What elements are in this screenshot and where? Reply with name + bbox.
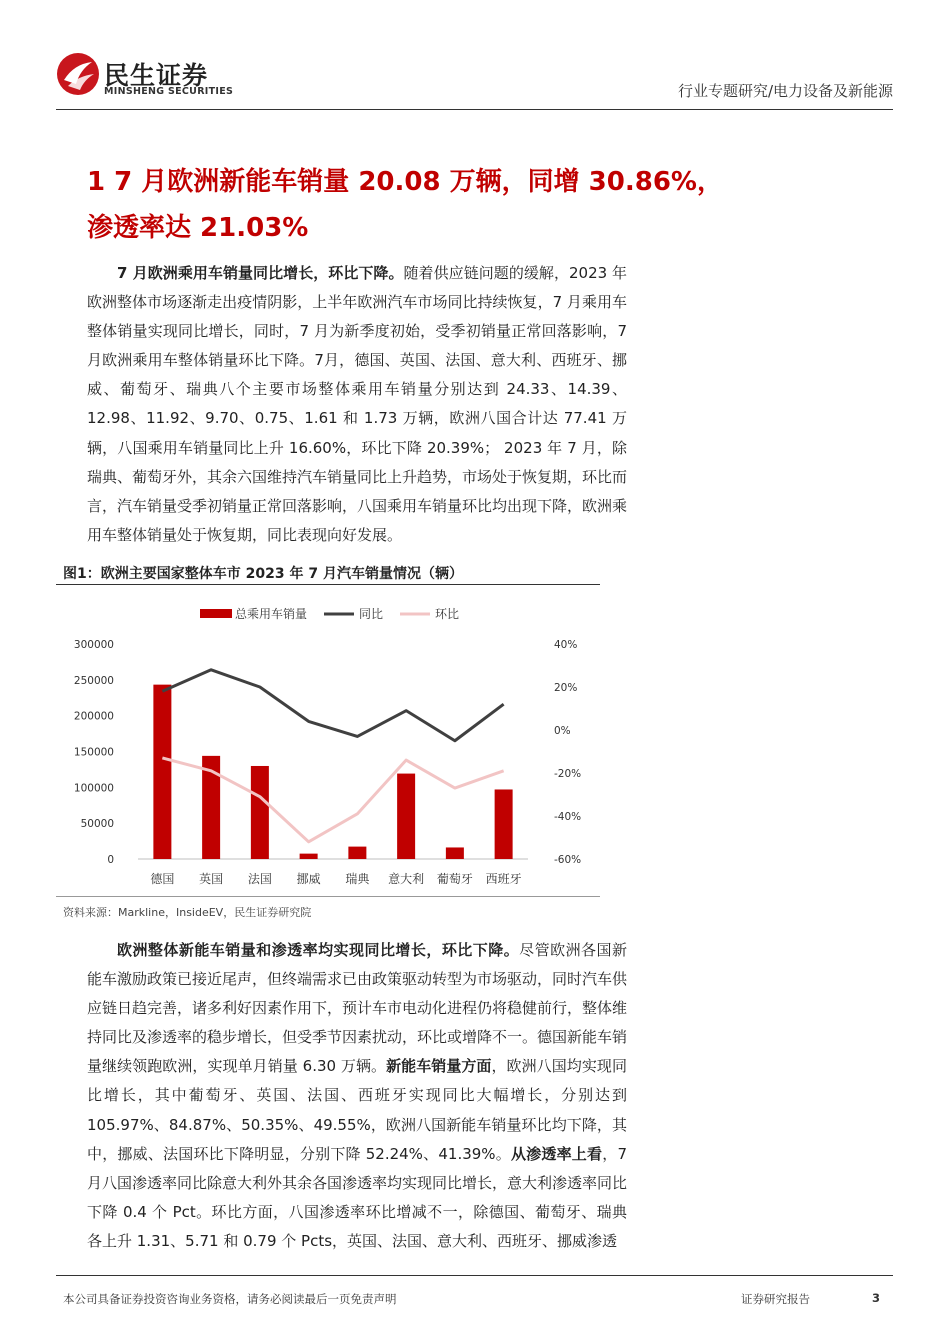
left-axis <box>74 639 114 866</box>
section-title-line1: 1 7 月欧洲新能车销量 20.08 万辆，同增 30.86%， <box>87 167 723 197</box>
left-tick-label: 200000 <box>73 710 114 723</box>
right-tick-label: 0% <box>554 725 571 737</box>
chart-legend <box>200 606 459 621</box>
page-number: 3 <box>872 1291 881 1305</box>
figure-title: 图1：欧洲主要国家整体车市 2023 年 7 月汽车销量情况（辆） <box>63 566 463 582</box>
right-tick-label: -60% <box>554 854 582 866</box>
figure-bottom-divider <box>56 896 600 897</box>
category-label: 英国 <box>199 872 224 886</box>
paragraph-1-body: 随着供应链问题的缓解，2023 年欧洲整体市场逐渐走出疫情阴影，上半年欧洲汽车市场同比持续恢复，7 月乘用车整体销量实现同比增长，同时，7 月为新季度初始，受季初销量正常回落影响，7 月欧洲乘用车整体销量环比下降。7月，德国、英国、法国、意大利、西班牙、挪威、葡萄牙、瑞典八个主要市场整体乘用车销量分别达到 24.33、14.39、12.98、11.92、9.70、0.75、1.61 和 1.73 万辆，欧洲八国合计达 77.41 万辆，八国乘用车销量同比上升 16.60%，环比下降 20.39%； 2023 年 7 月，除瑞典、葡萄牙外，其余六国维持汽车销量同比上升趋势，市场处于恢复期，环比而言，汽车销量受季初销量正常回落影响，八国乘用车销量环比均出现下降，欧洲乘用车整体销量处于恢复期，同比表现向好发展。 <box>87 264 628 544</box>
legend-label: 环比 <box>435 607 460 621</box>
left-tick-label: 0 <box>107 854 114 866</box>
right-tick-label: 20% <box>554 682 578 694</box>
left-tick-label: 250000 <box>73 674 114 687</box>
paragraph-2-lead: 欧洲整体新能车销量和渗透率均实现同比增长，环比下降。 <box>117 941 520 959</box>
right-tick-label: 40% <box>554 639 578 651</box>
company-name-en: MINSHENG SECURITIES <box>104 86 234 97</box>
bar <box>300 854 318 859</box>
category-label: 法国 <box>247 872 272 886</box>
paragraph-2-body-b: ，欧洲八国均实现同比增长，其中葡萄牙、英国、法国、西班牙实现同比大幅增长，分别达到 105.97%、84.87%、50.35%、49.55%，欧洲八国新能车销量环比均下降，其中，挪威、法国环比下降明显，分别下降 52.24%、41.39%。 <box>87 1057 627 1163</box>
paragraph-2-bold-end: 从渗透率上看 <box>510 1144 603 1163</box>
figure-source: 资料来源：Markline，InsideEV，民生证券研究院 <box>63 906 312 919</box>
bar-series <box>153 685 512 859</box>
legend-label: 同比 <box>359 607 384 621</box>
bar <box>495 789 513 859</box>
sales-chart <box>56 590 600 894</box>
right-tick-label: -40% <box>554 811 582 823</box>
legend-label: 总乘用车销量 <box>235 607 308 621</box>
right-tick-label: -20% <box>554 768 582 780</box>
left-tick-label: 100000 <box>73 782 114 795</box>
category-label: 德国 <box>150 872 175 886</box>
company-name-cn: 民生证券 <box>104 61 209 90</box>
paragraph-1 <box>87 259 627 550</box>
category-labels <box>150 871 521 886</box>
category-label: 瑞典 <box>345 872 370 886</box>
section-title-line2: 渗透率达 21.03% <box>87 213 309 243</box>
report-category: 行业专题研究/电力设备及新能源 <box>677 82 893 100</box>
series-line-同比 <box>162 670 503 741</box>
category-label: 挪威 <box>296 872 321 886</box>
left-tick-label: 50000 <box>80 818 114 831</box>
footer-report-type: 证券研究报告 <box>741 1292 810 1306</box>
paragraph-2-bold-mid: 新能车销量方面 <box>386 1057 492 1076</box>
paragraph-1-lead: 7 月欧洲乘用车销量同比增长，环比下降。 <box>117 264 404 282</box>
category-label: 西班牙 <box>485 872 522 886</box>
right-axis <box>554 639 581 866</box>
legend-swatch <box>200 609 232 618</box>
left-tick-label: 150000 <box>73 746 114 759</box>
bar <box>348 847 366 859</box>
left-tick-label: 300000 <box>73 639 114 651</box>
logo-emblem-icon <box>56 52 100 96</box>
bar <box>397 774 415 859</box>
paragraph-2 <box>87 936 627 1256</box>
header-divider <box>56 109 893 110</box>
figure-top-divider <box>56 584 600 585</box>
category-label: 葡萄牙 <box>436 872 473 886</box>
footer-divider <box>56 1275 893 1276</box>
bar <box>153 685 171 859</box>
footer-disclaimer: 本公司具备证券投资咨询业务资格，请务必阅读最后一页免责声明 <box>63 1292 397 1306</box>
bar <box>251 766 269 859</box>
bar <box>446 847 464 859</box>
paragraph-2-body-a: 尽管欧洲各国新能车激励政策已接近尾声，但终端需求已由政策驱动转型为市场驱动，同时汽车供应链日趋完善，诸多利好因素作用下，预计车市电动化进程仍将稳健前行，整体维持同比及渗透率的稳步增长，但受季节因素扰动，环比或增降不一。德国新能车销量继续领跑欧洲，实现单月销量 6.30 万辆。 <box>87 941 628 1076</box>
paragraph-2-body-c: ，7 月八国渗透率同比除意大利外其余各国渗透率均实现同比增长，意大利渗透率同比下降 0.4 个 Pct。环比方面，八国渗透率环比增减不一，除德国、葡萄牙、瑞典各上升 1.31、5.71 和 0.79 个 Pcts，英国、法国、意大利、西班牙、挪威渗透 <box>87 1144 628 1250</box>
category-label: 意大利 <box>388 872 425 886</box>
